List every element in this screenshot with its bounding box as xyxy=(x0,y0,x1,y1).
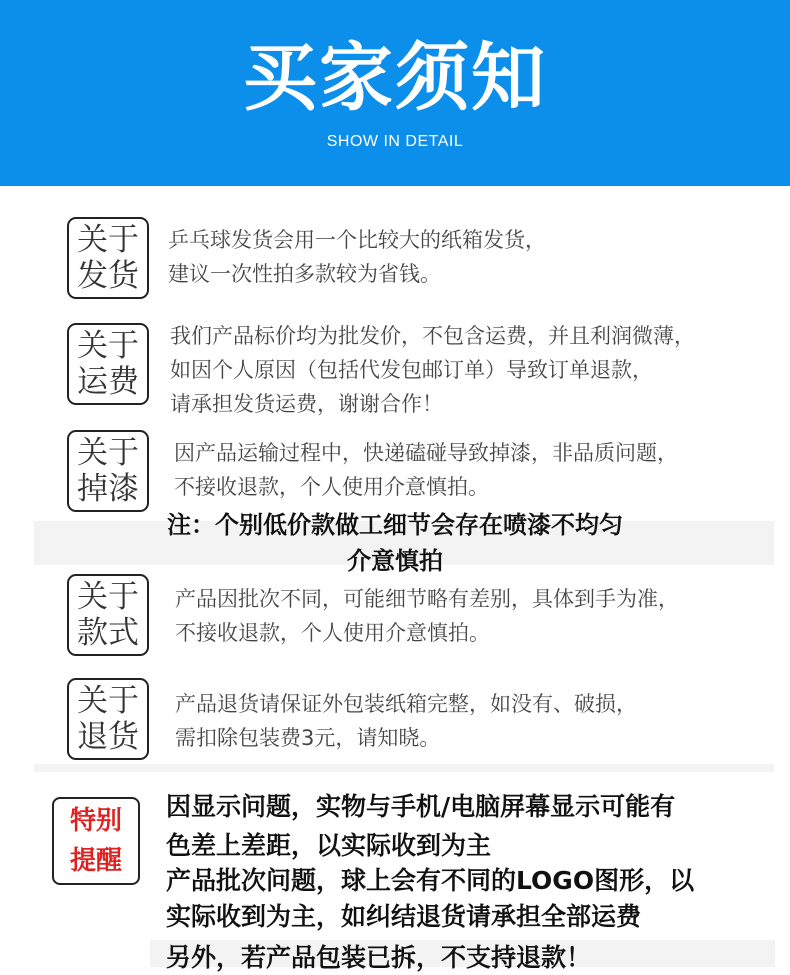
warning-line: 产品批次问题，球上会有不同的LOGO图形，以 xyxy=(166,866,695,895)
text-line: 因产品运输过程中，快递磕碰导致掉漆，非品质问题， xyxy=(174,441,678,465)
shipping-text xyxy=(168,223,546,291)
badge-shipping xyxy=(67,217,149,299)
text-line: 我们产品标价均为批发价，不包含运费，并且利润微薄， xyxy=(170,324,695,348)
text-line: 乒乓球发货会用一个比较大的纸箱发货， xyxy=(168,228,546,252)
badge-line: 退货 xyxy=(77,719,139,755)
badge-style xyxy=(67,574,149,656)
divider-band xyxy=(34,764,774,772)
text-line: 不接收退款，个人使用介意慎拍。 xyxy=(174,475,489,499)
page-subtitle: SHOW IN DETAIL xyxy=(326,133,464,150)
note-line-2: 介意慎拍 xyxy=(347,547,443,575)
warning-line: 色差上差距，以实际收到为主 xyxy=(166,831,492,860)
badge-line: 关于 xyxy=(77,579,139,615)
badge-line: 运费 xyxy=(77,364,139,400)
warning-line: 实际收到为主，如纠结退货请承担全部运费 xyxy=(166,902,642,931)
badge-line: 关于 xyxy=(77,435,139,471)
text-line: 产品退货请保证外包装纸箱完整，如没有、破损， xyxy=(175,692,637,716)
freight-text xyxy=(170,319,695,421)
badge-paint xyxy=(67,430,149,512)
text-line: 请承担发货运费，谢谢合作！ xyxy=(170,392,443,416)
text-line: 产品因批次不同，可能细节略有差别，具体到手为准， xyxy=(175,587,679,611)
special-reminder-badge xyxy=(52,797,140,885)
warning-line: 另外，若产品包装已拆，不支持退款！ xyxy=(166,943,592,972)
badge-line: 关于 xyxy=(77,683,139,719)
page-title: 买家须知 xyxy=(243,35,547,121)
badge-line: 提醒 xyxy=(69,846,122,876)
header-banner xyxy=(0,0,790,186)
badge-line: 特别 xyxy=(69,806,122,836)
badge-line: 关于 xyxy=(77,222,139,258)
text-line: 如因个人原因（包括代发包邮订单）导致订单退款， xyxy=(170,358,653,382)
warning-line: 因显示问题，实物与手机/电脑屏幕显示可能有 xyxy=(166,792,676,821)
badge-line: 款式 xyxy=(77,615,139,651)
text-line: 不接收退款，个人使用介意慎拍。 xyxy=(175,621,490,645)
badge-line: 掉漆 xyxy=(77,471,139,507)
return-text xyxy=(175,687,637,755)
text-line: 建议一次性拍多款较为省钱。 xyxy=(168,262,441,286)
paint-text xyxy=(174,436,678,504)
text-line: 需扣除包装费3元，请知晓。 xyxy=(175,726,441,750)
badge-return xyxy=(67,678,149,760)
style-text xyxy=(175,582,679,650)
badge-line: 发货 xyxy=(77,258,139,294)
badge-line: 关于 xyxy=(77,328,139,364)
badge-freight xyxy=(67,323,149,405)
note-line-1: 注：个别低价款做工细节会存在喷漆不均匀 xyxy=(167,511,623,539)
